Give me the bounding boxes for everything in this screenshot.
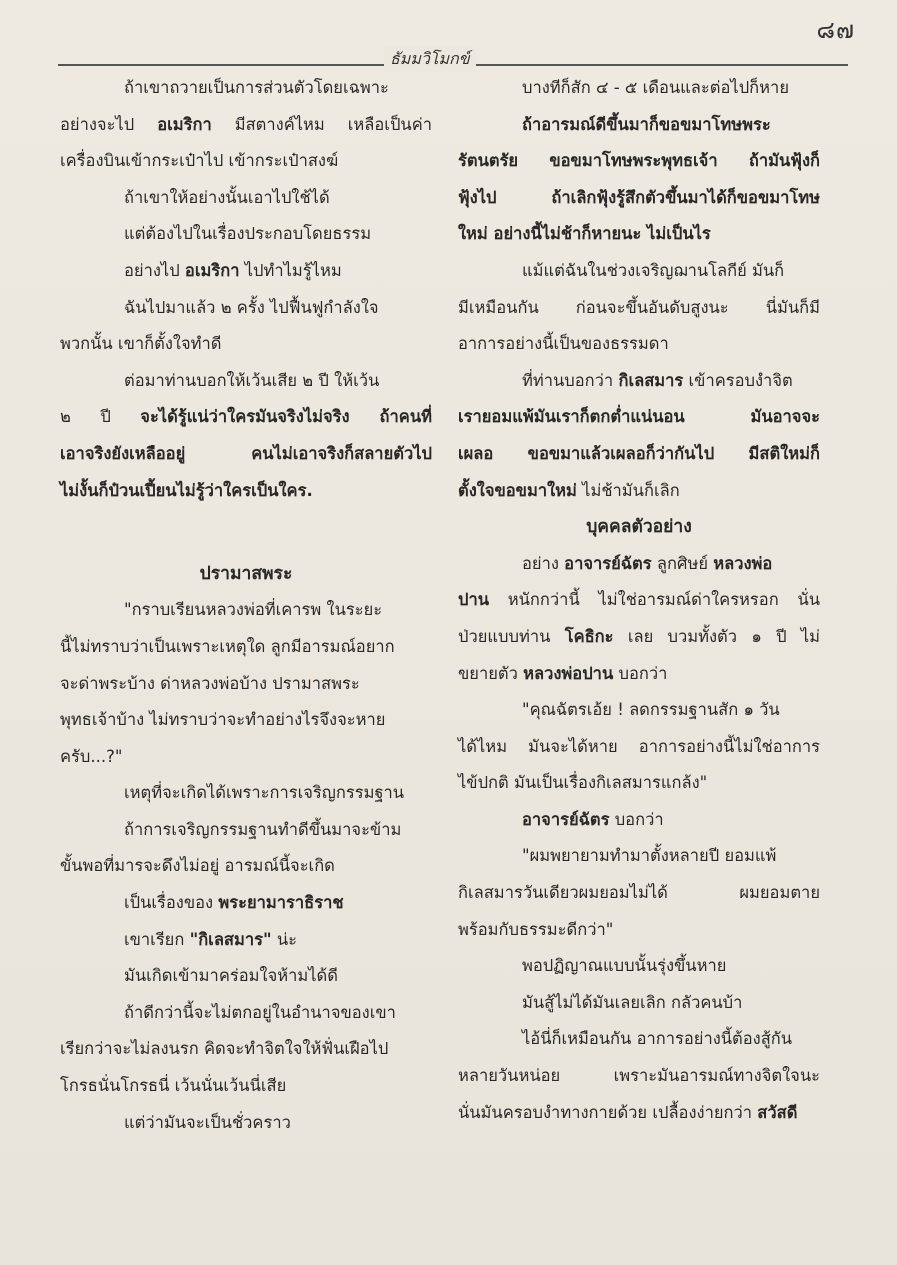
- text-line: อาการอย่างนี้เป็นของธรรมดา: [458, 334, 669, 354]
- text-line: ๒ ปี จะได้รู้แน่ว่าใครมันจริงไม่จริง ถ้าคนที่: [60, 407, 432, 427]
- left-column: [60, 70, 432, 1141]
- text-line: ถ้าเขาให้อย่างนั้นเอาไปใช้ได้: [124, 187, 330, 207]
- text-line: นี้ไม่ทราบว่าเป็นเพราะเหตุใด ลูกมีอารมณ์อยาก: [60, 636, 395, 656]
- text-line: ครับ...?": [60, 746, 123, 766]
- text-line: ได้ไหม มันจะได้หาย อาการอย่างนี้ไม่ใช่อาการ: [458, 736, 820, 756]
- text-line: ฟุ้งไป ถ้าเลิกฟุ้งรู้สึกตัวขึ้นมาได้ก็ขอขมาโทษ: [458, 187, 820, 207]
- text-line: โกรธนั่นโกรธนี่ เว้นนั่นเว้นนี่เสีย: [60, 1076, 287, 1096]
- text-line: อาจารย์ฉัตร บอกว่า: [522, 809, 664, 829]
- text-line: อย่าง อาจารย์ฉัตร ลูกศิษย์ หลวงพ่อ: [522, 553, 773, 573]
- text-line: กิเลสมารวันเดียวผมยอมไม่ได้ ผมยอมตาย: [458, 883, 820, 903]
- text-line: เผลอ ขอขมาแล้วเผลอก็ว่ากันไป มีสติใหม่ก็: [458, 443, 820, 463]
- text-line: ขั้นพอที่มารจะดึงไม่อยู่ อารมณ์นี้จะเกิด: [60, 856, 335, 876]
- running-header: ธัมมวิโมกข์: [384, 47, 476, 72]
- text-line: ขยายตัว หลวงพ่อปาน บอกว่า: [458, 663, 668, 683]
- text-line: ไอ้นี่ก็เหมือนกัน อาการอย่างนี้ต้องสู้กัน: [522, 1029, 793, 1049]
- text-line: มีเหมือนกัน ก่อนจะขึ้นอันดับสูงนะ นี่มันก็มี: [458, 297, 820, 317]
- text-line: อย่างไป อเมริกา ไปทำไมรู้ไหม: [124, 260, 342, 280]
- text-line: เรายอมแพ้มันเราก็ตกต่ำแน่นอน มันอาจจะ: [458, 407, 820, 427]
- text-line: อย่างจะไป อเมริกา มีสตางค์ไหม เหลือเป็นค่า: [60, 114, 432, 134]
- spacer: [60, 509, 432, 546]
- text-line: แต่ว่ามันจะเป็นชั่วคราว: [124, 1112, 291, 1132]
- text-line: แม้แต่ฉันในช่วงเจริญฌานโลกีย์ มันก็: [522, 260, 785, 280]
- text-line: ใหม่ อย่างนี้ไม่ช้าก็หายนะ ไม่เป็นไร: [458, 224, 711, 244]
- text-line: ถ้าการเจริญกรรมฐานทำดีขึ้นมาจะข้าม: [124, 819, 402, 839]
- right-column: [458, 70, 820, 1131]
- text-line: ที่ท่านบอกว่า กิเลสมาร เข้าครอบงำจิต: [522, 370, 793, 390]
- text-line: เขาเรียก "กิเลสมาร" น่ะ: [124, 929, 297, 949]
- text-line: "ผมพยายามทำมาตั้งหลายปี ยอมแพ้: [522, 846, 777, 866]
- text-line: พุทธเจ้าบ้าง ไม่ทราบว่าจะทำอย่างไรจึงจะหาย: [60, 710, 386, 730]
- text-line: เรียกว่าจะไม่ลงนรก คิดจะทำจิตใจให้ฟั่นเฝือไป: [60, 1039, 389, 1059]
- text-line: ถ้าอารมณ์ดีขึ้นมาก็ขอขมาโทษพระ: [522, 114, 771, 134]
- text-line: รัตนตรัย ขอขมาโทษพระพุทธเจ้า ถ้ามันฟุ้งก็: [458, 151, 820, 171]
- text-line: ปาน หนักกว่านี้ ไม่ใช่อารมณ์ด่าใครหรอก นั่น: [458, 590, 820, 610]
- section-heading: บุคคลตัวอย่าง: [586, 517, 692, 538]
- text-line: บางทีก็สัก ๔ - ๕ เดือนและต่อไปก็หาย: [522, 78, 789, 97]
- text-line: พอปฏิญาณแบบนั้นรุ่งขึ้นหาย: [522, 956, 727, 976]
- text-line: พร้อมกับธรรมะดีกว่า": [458, 919, 614, 939]
- text-line: จะด่าพระบ้าง ด่าหลวงพ่อบ้าง ปรามาสพระ: [60, 673, 360, 693]
- text-line: เป็นเรื่องของ พระยามาราธิราช: [124, 893, 344, 913]
- text-line: เหตุที่จะเกิดได้เพราะการเจริญกรรมฐาน: [124, 783, 405, 803]
- text-line: "กราบเรียนหลวงพ่อที่เคารพ ในระยะ: [124, 600, 383, 620]
- text-line: มันเกิดเข้ามาคร่อมใจห้ามได้ดี: [124, 966, 338, 986]
- text-line: แต่ต้องไปในเรื่องประกอบโดยธรรม: [124, 224, 372, 244]
- text-line: เอาจริงยังเหลืออยู่ คนไม่เอาจริงก็สลายตัวไป: [60, 443, 432, 463]
- text-line: มันสู้ไม่ได้มันเลยเลิก กลัวคนบ้า: [522, 992, 743, 1012]
- text-line: เครื่องบินเข้ากระเป๋าไป เข้ากระเป๋าสงฆ์: [60, 151, 339, 171]
- section-heading: ปรามาสพระ: [199, 563, 293, 584]
- text-line: ไข้ปกติ มันเป็นเรื่องกิเลสมารแกล้ง": [458, 773, 708, 793]
- text-line: ตั้งใจขอขมาใหม่ ไม่ช้ามันก็เลิก: [458, 480, 680, 500]
- text-line: นั่นมันครอบงำทางกายด้วย เปลื้องง่ายกว่า สวัสดี: [458, 1102, 798, 1122]
- text-line: ถ้าเขาถวายเป็นการส่วนตัวโดยเฉพาะ: [124, 78, 389, 97]
- text-line: หลายวันหน่อย เพราะมันอารมณ์ทางจิตใจนะ: [458, 1066, 820, 1086]
- text-line: ถ้าดีกว่านี้จะไม่ตกอยู่ในอำนาจของเขา: [124, 1002, 396, 1022]
- text-line: พวกนั้น เขาก็ตั้งใจทำดี: [60, 334, 222, 354]
- text-line: ต่อมาท่านบอกให้เว้นเสีย ๒ ปี ให้เว้น: [124, 370, 380, 390]
- page-number: ๘๗: [816, 16, 855, 44]
- text-line: "คุณฉัตรเอ้ย ! ลดกรรมฐานสัก ๑ วัน: [522, 700, 780, 720]
- text-line: ป่วยแบบท่าน โคธิกะ เลย บวมทั้งตัว ๑ ปี ไม่: [458, 626, 821, 646]
- text-line: ฉันไปมาแล้ว ๒ ครั้ง ไปฟื้นฟูกำลังใจ: [124, 297, 379, 317]
- text-line: ไม่งั้นก็ป๋วนเปี้ยนไม่รู้ว่าใครเป็นใคร.: [60, 480, 313, 500]
